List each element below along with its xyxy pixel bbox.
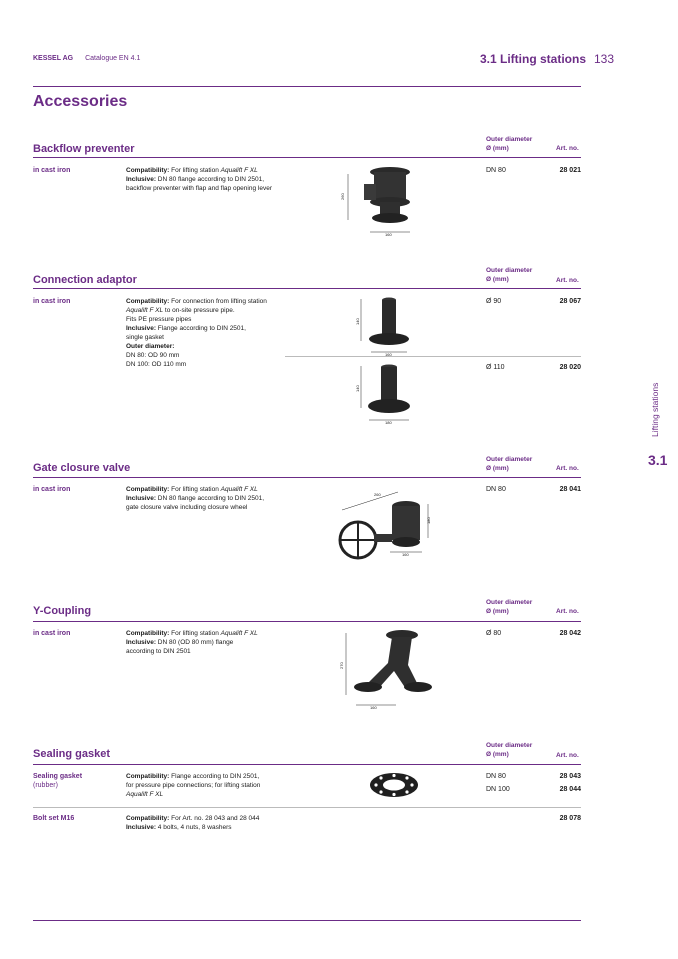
material: in cast iron (33, 486, 71, 493)
svg-text:260: 260 (374, 492, 381, 497)
sealing-gasket-image (368, 771, 420, 799)
diameter-value: Ø 90 (486, 298, 502, 305)
col-header-diameter: Outer diameter Ø (mm) (486, 742, 533, 758)
article-number: 28 044 (559, 786, 581, 793)
col-header-art: Art. no. (556, 752, 579, 759)
section-rule (33, 157, 581, 158)
material: in cast iron (33, 167, 71, 174)
article-number: 28 021 (559, 167, 581, 174)
catalogue-name: Catalogue EN 4.1 (85, 55, 141, 62)
section-title-ycoupling: Y-Coupling (33, 605, 92, 617)
material: in cast iron (33, 630, 71, 637)
article-number: 28 042 (559, 630, 581, 637)
description: Compatibility: For connection from lifting station Aqualift F XL to on-site pressure pipe. Fits PE pressure pipes Inclusive: Flange according to DIN 2501, single gasket Outer diameter: DN 80: OD 90 mm DN 100: OD 110 mm (126, 298, 267, 368)
adaptor-image-110 (355, 362, 415, 426)
section-rule (33, 288, 581, 289)
svg-text:270: 270 (339, 662, 344, 669)
page-title: Accessories (33, 93, 128, 110)
header-left (33, 55, 140, 62)
description: Compatibility: For lifting station Aqualift F XL Inclusive: DN 80 flange according to DIN 2501, gate closure valve including closure wheel (126, 486, 265, 511)
col-header-diameter: Outer diameter Ø (mm) (486, 599, 533, 615)
description: Compatibility: For Art. no. 28 043 and 28 044 Inclusive: 4 bolts, 4 nuts, 8 washers (126, 815, 260, 831)
footer-rule (33, 920, 581, 921)
col-header-diameter: Outer diameter Ø (mm) (486, 456, 533, 472)
header-rule (33, 86, 581, 87)
article-number: 28 020 (559, 364, 581, 371)
diameter-value: DN 80 (486, 486, 506, 493)
page-number: 133 (594, 52, 615, 66)
svg-text:260: 260 (340, 193, 345, 200)
svg-text:160: 160 (385, 232, 392, 237)
svg-text:140: 140 (355, 385, 360, 392)
row-divider (33, 807, 581, 808)
section-title-gate: Gate closure valve (33, 462, 131, 474)
header-section: 3.1 Lifting stations (480, 52, 587, 66)
material: Bolt set M16 (33, 815, 75, 822)
article-number: 28 041 (559, 486, 581, 493)
section-rule (33, 764, 581, 765)
article-number: 28 067 (559, 298, 581, 305)
svg-text:140: 140 (355, 318, 360, 325)
col-header-art: Art. no. (556, 277, 579, 284)
svg-text:160: 160 (370, 705, 377, 710)
description: Compatibility: Flange according to DIN 2501, for pressure pipe connections; for lifting station Aqualift F XL (126, 773, 261, 798)
side-tab-label: Lifting stations (650, 382, 660, 437)
material: in cast iron (33, 298, 71, 305)
section-title-gasket: Sealing gasket (33, 748, 111, 760)
diameter-value: Ø 80 (486, 630, 502, 637)
section-title-adaptor: Connection adaptor (33, 274, 137, 286)
diameter-value: DN 100 (486, 786, 510, 793)
col-header-diameter: Outer diameter Ø (mm) (486, 136, 533, 152)
section-title-backflow: Backflow preventer (33, 143, 135, 155)
company-name: KESSEL AG (33, 55, 74, 62)
article-number: 28 078 (559, 815, 581, 822)
material: Sealing gasket (rubber) (33, 773, 83, 789)
diameter-value: DN 80 (486, 167, 506, 174)
y-coupling-image (338, 625, 438, 713)
section-rule (33, 477, 581, 478)
section-rule (33, 621, 581, 622)
svg-text:160: 160 (402, 552, 409, 557)
article-number: 28 043 (559, 773, 581, 780)
backflow-preventer-image (340, 160, 420, 240)
diameter-value: DN 80 (486, 773, 506, 780)
col-header-art: Art. no. (556, 608, 579, 615)
description: Compatibility: For lifting station Aqualift F XL Inclusive: DN 80 flange according to DIN 2501, backflow preventer with flap and flap opening lever (126, 167, 272, 192)
svg-text:160: 160 (385, 352, 392, 357)
svg-text:180: 180 (385, 420, 392, 425)
col-header-art: Art. no. (556, 145, 579, 152)
gate-valve-image (334, 486, 444, 570)
diameter-value: Ø 110 (486, 364, 505, 371)
side-tab-number: 3.1 (648, 452, 668, 468)
adaptor-image-90 (355, 295, 415, 357)
svg-text:180: 180 (426, 517, 431, 524)
col-header-diameter: Outer diameter Ø (mm) (486, 267, 533, 283)
description: Compatibility: For lifting station Aqualift F XL Inclusive: DN 80 (OD 80 mm) flange according to DIN 2501 (126, 630, 258, 655)
row-divider (285, 356, 581, 357)
col-header-art: Art. no. (556, 465, 579, 472)
